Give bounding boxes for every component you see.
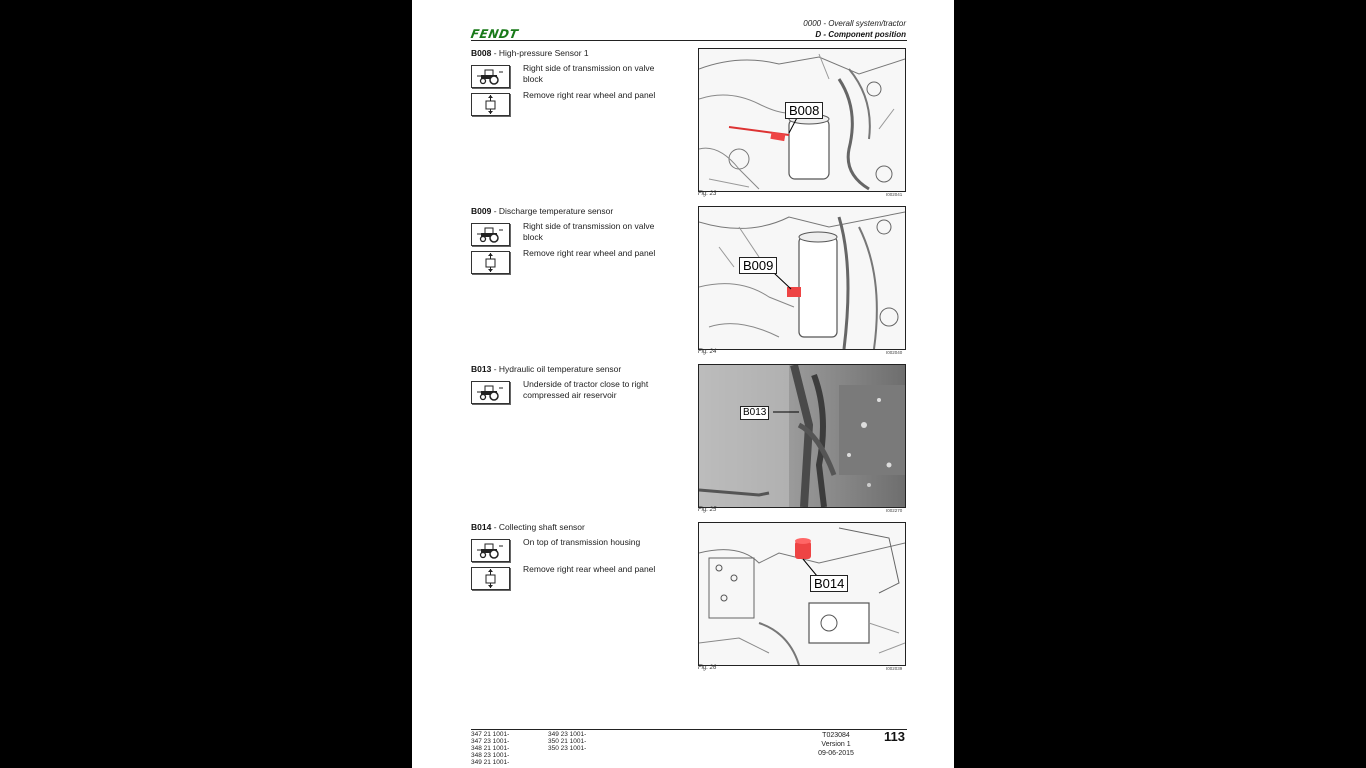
footer-divider [471, 729, 907, 730]
serial-number: 347 23 1001- [471, 738, 510, 745]
figure-code: I002039 [886, 666, 903, 671]
component-code: B009 [471, 206, 492, 216]
component-name: - Discharge temperature sensor [491, 206, 614, 216]
document-number: T023084 [822, 732, 850, 739]
component-section-b008 [471, 48, 907, 206]
serial-number: 347 21 1001- [471, 731, 510, 738]
serial-number: 350 21 1001- [548, 738, 587, 745]
component-heading [471, 522, 585, 532]
figure-caption: Fig. 25 [698, 507, 717, 513]
figure-code: I002041 [886, 192, 903, 197]
figure-caption: Fig. 23 [698, 191, 717, 197]
figure-code: I002040 [886, 350, 903, 355]
step-removal-text: Remove right rear wheel and panel [523, 564, 656, 574]
component-code: B014 [471, 522, 492, 532]
document-page [412, 0, 954, 768]
document-info [810, 731, 862, 758]
section-title: D - Component position [815, 30, 906, 39]
callout-label: B009 [739, 257, 777, 274]
component-section-b013 [471, 364, 907, 522]
chapter-title: 0000 - Overall system/tractor [803, 19, 906, 28]
tractor-icon [471, 381, 510, 404]
figure-b008-image [698, 48, 906, 192]
figure-caption: Fig. 24 [698, 349, 717, 355]
serial-number: 350 23 1001- [548, 745, 587, 752]
callout-label: B014 [810, 575, 848, 592]
serial-number: 349 21 1001- [471, 759, 510, 766]
figure-caption: Fig. 26 [698, 665, 717, 671]
step-location-text: Right side of transmission on valve block [523, 63, 655, 84]
component-section-b014 [471, 522, 907, 680]
disassembly-icon [471, 567, 510, 590]
component-heading [471, 206, 613, 216]
component-heading [471, 364, 621, 374]
serial-list-1 [471, 731, 509, 766]
figure-b009-image [698, 206, 906, 350]
component-heading [471, 48, 589, 58]
step-removal-text: Remove right rear wheel and panel [523, 248, 656, 258]
serial-number: 349 23 1001- [548, 731, 587, 738]
tractor-icon [471, 539, 510, 562]
document-version: Version 1 [821, 741, 851, 748]
serial-number: 348 23 1001- [471, 752, 510, 759]
tractor-icon [471, 223, 510, 246]
figure-b013-photo [698, 364, 906, 508]
callout-label: B008 [785, 102, 823, 119]
component-name: - High-pressure Sensor 1 [491, 48, 589, 58]
component-name: - Collecting shaft sensor [491, 522, 585, 532]
step-removal-text: Remove right rear wheel and panel [523, 90, 656, 100]
disassembly-icon [471, 93, 510, 116]
tractor-icon [471, 65, 510, 88]
callout-label: B013 [740, 406, 769, 420]
serial-number: 348 21 1001- [471, 745, 510, 752]
step-location-text: Underside of tractor close to right compressed air reservoir [523, 379, 649, 400]
figure-b014-image [698, 522, 906, 666]
fendt-logo: FENDT [469, 27, 520, 41]
component-name: - Hydraulic oil temperature sensor [491, 364, 622, 374]
document-date: 09-06-2015 [818, 750, 854, 757]
step-location-text: Right side of transmission on valve block [523, 221, 655, 242]
header-divider [471, 40, 907, 41]
component-code: B008 [471, 48, 492, 58]
page-number: 113 [884, 729, 905, 744]
step-location-text: On top of transmission housing [523, 537, 641, 547]
serial-list-2 [548, 731, 586, 752]
component-code: B013 [471, 364, 492, 374]
component-section-b009 [471, 206, 907, 364]
figure-code: I002270 [886, 508, 903, 513]
disassembly-icon [471, 251, 510, 274]
